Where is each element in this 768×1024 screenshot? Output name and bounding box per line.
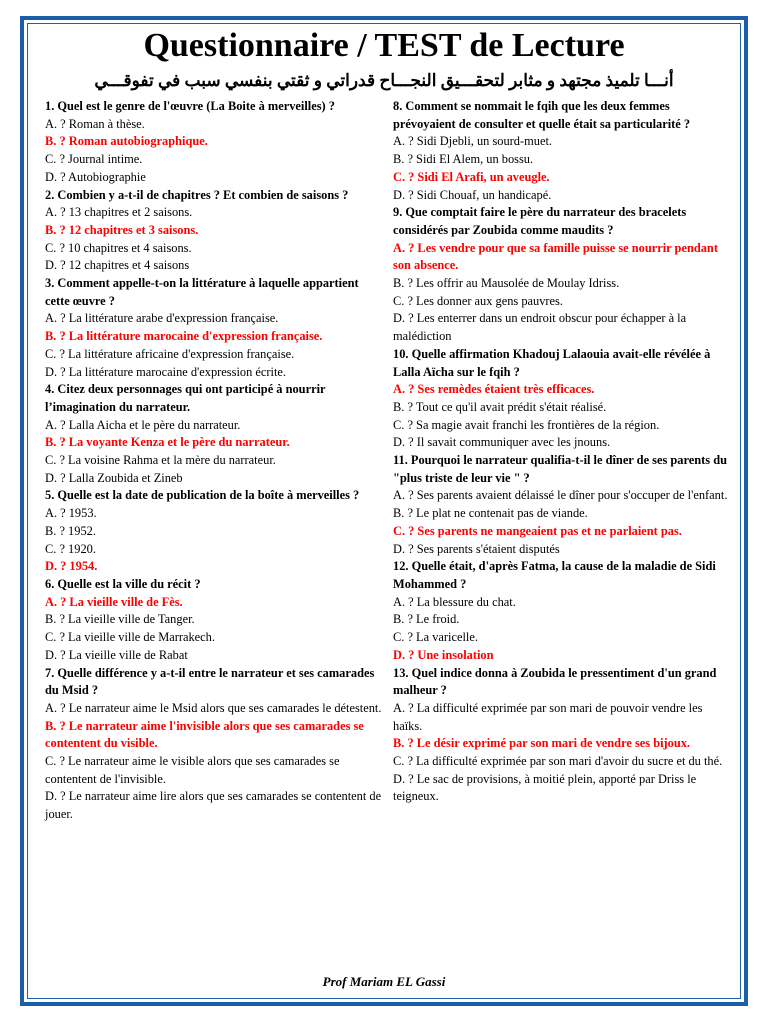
- answer-option: D. ? Lalla Zoubida et Zineb: [45, 470, 183, 485]
- question-block: [393, 558, 730, 664]
- question-block: [393, 452, 730, 558]
- answer-option-correct: B. ? La voyante Kenza et le père du narrateur.: [45, 435, 290, 450]
- answer-option-correct: A. ? Ses remèdes étaient très efficaces.: [393, 382, 595, 397]
- question-text: 2. Combien y a-t-il de chapitres ? Et combien de saisons ?: [45, 187, 349, 202]
- answer-option: A. ? La littérature arabe d'expression française.: [45, 311, 279, 326]
- answer-option-correct: B. ? 12 chapitres et 3 saisons.: [45, 222, 199, 237]
- answer-option: C. ? La vieille ville de Marrakech.: [45, 630, 215, 645]
- answer-option: D. ? Ses parents s'étaient disputés: [393, 541, 560, 556]
- answer-option: C. ? Le narrateur aime le visible alors que ses camarades se contentent de l'invisible.: [45, 754, 340, 786]
- question-text: 6. Quelle est la ville du récit ?: [45, 576, 201, 591]
- answer-option: D. ? La vieille ville de Rabat: [45, 647, 188, 662]
- answer-option: C. ? Sa magie avait franchi les frontières de la région.: [393, 417, 660, 432]
- answer-option: A. ? 13 chapitres et 2 saisons.: [45, 205, 193, 220]
- answer-option: B. ? Les offrir au Mausolée de Moulay Idriss.: [393, 276, 620, 291]
- answer-option: D. ? Le narrateur aime lire alors que ses camarades se contentent de jouer.: [45, 789, 382, 822]
- answer-option-correct: A. ? Les vendre pour que sa famille puisse se nourrir pendant son absence.: [393, 240, 718, 273]
- answer-option-correct: B. ? La littérature marocaine d'expression française.: [45, 329, 323, 344]
- answer-option: C. ? La littérature africaine d'expression française.: [45, 346, 295, 361]
- answer-option-correct: C. ? Sidi El Arafi, un aveugle.: [393, 169, 550, 184]
- answer-option: A. ? La difficulté exprimée par son mari de pouvoir vendre les haïks.: [393, 700, 703, 733]
- answer-option: B. ? Tout ce qu'il avait prédit s'était réalisé.: [393, 399, 607, 414]
- answer-option: D. ? Le sac de provisions, à moitié plein, apporté par Driss le teigneux.: [393, 771, 697, 804]
- question-text: 5. Quelle est la date de publication de la boîte à merveilles ?: [45, 488, 360, 503]
- question-block: [45, 275, 382, 381]
- answer-option: B. ? 1952.: [45, 523, 96, 538]
- answer-option: A. ? Sidi Djebli, un sourd-muet.: [393, 134, 552, 149]
- question-text: 11. Pourquoi le narrateur qualifia-t-il le dîner de ses parents du "plus triste de leur vie " ?: [393, 453, 727, 485]
- answer-option-correct: B. ? Roman autobiographique.: [45, 134, 208, 149]
- answer-option: A. ? Ses parents avaient délaissé le dîner pour s'occuper de l'enfant.: [393, 488, 728, 503]
- answer-option: C. ? La difficulté exprimée par son mari d'avoir du sucre et du thé.: [393, 754, 723, 769]
- answer-option: C. ? Journal intime.: [45, 152, 143, 167]
- question-block: [393, 204, 730, 346]
- question-text: 3. Comment appelle-t-on la littérature à laquelle appartient cette œuvre ?: [45, 276, 359, 308]
- question-block: [45, 665, 382, 824]
- question-block: [45, 576, 382, 665]
- question-block: [45, 98, 382, 187]
- page-title: Questionnaire / TEST de Lecture: [143, 27, 625, 64]
- answer-option: D. ? Sidi Chouaf, un handicapé.: [393, 187, 552, 202]
- question-text: 7. Quelle différence y a-t-il entre le narrateur et ses camarades du Msid ?: [45, 665, 375, 698]
- answer-option: C. ? La varicelle.: [393, 630, 478, 645]
- answer-option: C. ? 10 chapitres et 4 saisons.: [45, 240, 192, 255]
- question-block: [393, 346, 730, 452]
- question-text: 1. Quel est le genre de l'œuvre (La Boite à merveilles) ?: [45, 99, 335, 113]
- answer-option: A. ? La blessure du chat.: [393, 594, 516, 609]
- answer-option-correct: B. ? Le narrateur aime l'invisible alors que ses camarades se contentent du visible.: [45, 718, 364, 751]
- answer-option: D. ? Il savait communiquer avec les jnouns.: [393, 435, 611, 450]
- answer-option: B. ? Le plat ne contenait pas de viande.: [393, 506, 588, 521]
- question-text: 8. Comment se nommait le fqih que les deux femmes prévoyaient de consulter et quelle était sa particularité ?: [393, 99, 691, 131]
- question-text: 10. Quelle affirmation Khadouj Lalaouia avait-elle révélée à Lalla Aïcha sur le fqih ?: [393, 346, 711, 379]
- answer-option: D. ? 12 chapitres et 4 saisons: [45, 258, 190, 273]
- answer-option: D. ? Autobiographie: [45, 169, 146, 184]
- answer-option: A. ? Lalla Aicha et le père du narrateur.: [45, 417, 241, 432]
- page-subtitle-arabic: أنـــا تلميذ مجتهد و مثابر لتحقـــيق النجـــاح قدراتي و ثقتي بنفسي سبب في تفوقـــي: [94, 71, 674, 90]
- answer-option-correct: C. ? Ses parents ne mangeaient pas et ne parlaient pas.: [393, 523, 682, 538]
- question-text: 4. Citez deux personnages qui ont participé à nourrir l’imagination du narrateur.: [45, 382, 326, 414]
- answer-option: A. ? Le narrateur aime le Msid alors que ses camarades le détestent.: [45, 700, 382, 715]
- answer-option-correct: B. ? Le désir exprimé par son mari de vendre ses bijoux.: [393, 736, 691, 751]
- answer-option: C. ? 1920.: [45, 541, 96, 556]
- question-block: [393, 665, 730, 807]
- answer-option: C. ? La voisine Rahma et la mère du narrateur.: [45, 453, 276, 468]
- answer-option: D. ? La littérature marocaine d'expression écrite.: [45, 364, 286, 379]
- answer-option: A. ? Roman à thèse.: [45, 116, 145, 131]
- answer-option-correct: D. ? Une insolation: [393, 647, 494, 662]
- answer-option: D. ? Les enterrer dans un endroit obscur pour échapper à la malédiction: [393, 311, 687, 344]
- left-column: [45, 98, 382, 824]
- question-text: 12. Quelle était, d'après Fatma, la cause de la maladie de Sidi Mohammed ?: [393, 559, 716, 591]
- question-block: [45, 381, 382, 487]
- answer-option: B. ? La vieille ville de Tanger.: [45, 612, 195, 627]
- answer-option: B. ? Le froid.: [393, 612, 460, 627]
- answer-option-correct: D. ? 1954.: [45, 559, 98, 574]
- question-block: [45, 487, 382, 576]
- question-block: [45, 187, 382, 276]
- author-footer: Prof Mariam EL Gassi: [322, 974, 446, 989]
- question-text: 13. Quel indice donna à Zoubida le pressentiment d'un grand malheur ?: [393, 665, 717, 698]
- answer-option: B. ? Sidi El Alem, un bossu.: [393, 152, 534, 167]
- question-text: 9. Que comptait faire le père du narrateur des bracelets considérés par Zoubida comme maudits ?: [393, 205, 687, 237]
- answer-option-correct: A. ? La vieille ville de Fès.: [45, 594, 183, 609]
- right-column: [393, 98, 730, 806]
- answer-option: C. ? Les donner aux gens pauvres.: [393, 293, 563, 308]
- question-block: [393, 98, 730, 204]
- answer-option: A. ? 1953.: [45, 506, 97, 521]
